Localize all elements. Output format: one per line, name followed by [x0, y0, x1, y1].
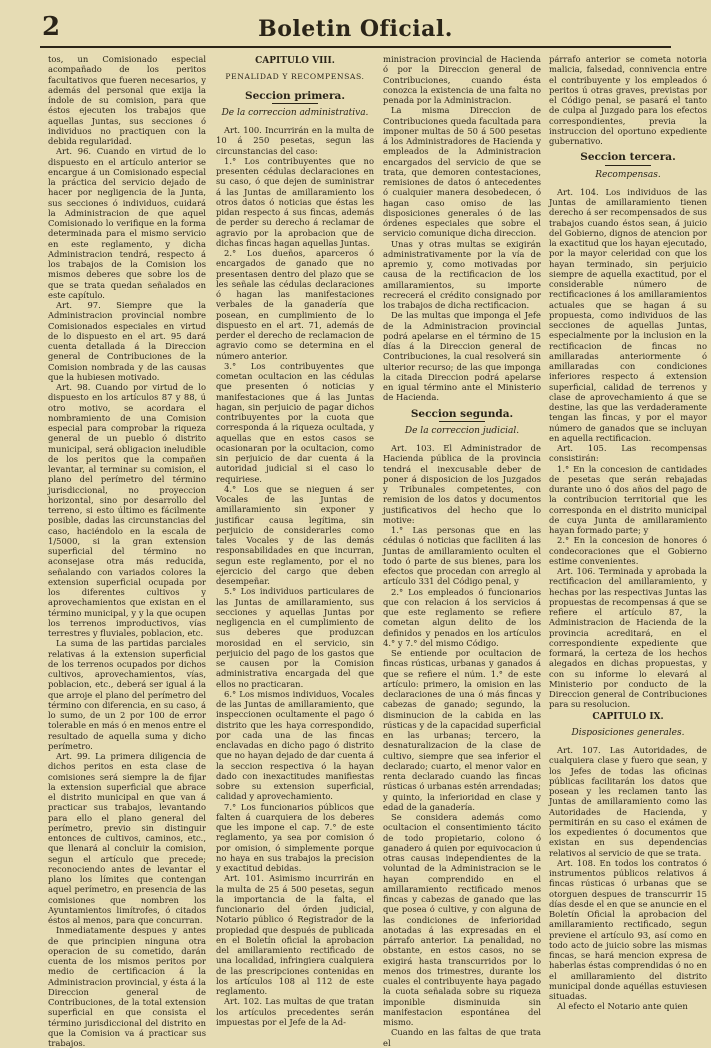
paragraph: Art. 104. Los individuos de las Juntas de amillaramiento tienen derecho á ser recompensados de sus trabajos cuando éstos sean, á juicio del Gobierno, dignos de atencion por la exactitud que los hayan ejecutado, por la mayor celeridad con que los hayan terminado, sin perjuicio siempre de aquella exactitud, por el considerable número de rectificaciones á los amillaramientos actuales que se hagan á su propuesta, como individuos de las secciones de aquellas Juntas, especialmente por la inclusion en la rectificacion de fincas no amillaradas anteriormente ó amillaradas con condiciones inferiores respecto á extension superficial, calidad de terrenos y clase de aprovechamiento á que se destine, las que las verdaderamente tengan las fincas, y por el mayor número de ganados que se incluyan en aquella rectificacion.: [549, 186, 707, 443]
paragraph: Art. 108. En todos los contratos ó instrumentos públicos relativos á fincas rústicas ó urbanas que se otorguen despues de transcurrir 15 días desde el en que se anuncie en el Boletín Oficial la aprobacion del amillaramiento rectificado, segun previene el artículo 93, así como en todo acto de juicio sobre las mismas fincas, se hará mencion expresa de haberlas éstas comprendidas ó no en el amillaramiento del distrito municipal donde aquéllas estuviesen situadas.: [549, 857, 707, 1001]
paragraph: Art. 107. Las Autoridades, de cualquiera clase y fuero que sean, y los Jefes de todas las oficinas públicas facilitarán los datos que posean y les reclamen tanto las Juntas de amillaramiento como las Autoridades de Hacienda, y permitirán en su caso el exámen de los expedientes ó documentos que existan en sus dependencias relativos al servicio de que se trata.: [549, 745, 707, 858]
section-subtitle: Recompensas.: [595, 169, 661, 180]
paragraph: Art. 102. Las multas de que tratan los artículos precedentes serán impuestas por el Jefe de la Ad-: [216, 996, 374, 1027]
section-heading: Seccion primera.: [245, 89, 345, 102]
paragraph: 2.° Los empleados ó funcionarios que con relacion á los servicios á que este reglamento se refiere cometan algun delito de los definidos y penados en los artículos 4.° y 7.° del mismo Código.: [383, 586, 541, 648]
paragraph: 2.° Los dueños, aparceros ó encargados de ganado que no presentasen dentro del plazo que se les señale las cédulas declaraciones ó hagan las manifestaciones verbales de la ganadería que posean, en cumplimiento de lo dispuesto en el art. 71, además de perder el derecho de reclamacion de agravio como se determina en el número anterior.: [216, 248, 374, 361]
paragraph: Art. 97. Siempre que la Administracion provincial nombre Comisionados especiales en virtud de lo dispuesto en el art. 95 dará cuenta detallada á la Direccion general de Contribuciones de la Comision nombrada y de las causas que la hubiesen motivado.: [48, 300, 206, 382]
chapter-subtitle: PENALIDAD Y RECOMPENSAS.: [225, 72, 365, 82]
text-column-1: [48, 54, 206, 1048]
page-number: 2: [42, 12, 61, 42]
paragraph: Art. 99. La primera diligencia de dichos peritos en esta clase de comisiones será siempre la de fijar la extension superficial que abrace el distrito municipal en que van á practicar sus trabajos, levantando para ello el plano general del perímetro, previo sin distinguir entonces de cultivos, caminos, etc., que llenará al concluir la comision, segun el artículo que precede; reconociendo antes de levantar el plano los límites que contengan aquel perímetro, en presencia de las comisiones que nombren los Ayuntamientos limítrofes, ó citados éstos al menos, para que concurran.: [48, 751, 206, 925]
paragraph: 6.° Los mismos individuos, Vocales de las Juntas de amillaramiento, que inspeccionen ocultamente el pago ó distrito que les haya correspondido, por cada una de las fincas enclavadas en dicho pago ó distrito que no hayan dejado de dar cuenta á la seccion respectiva ó la hayan dado con inexactitudes manifiestas sobre su extension superficial, calidad y aprovechamiento.: [216, 688, 374, 802]
heading-separator: [439, 421, 485, 422]
paragraph: Art. 103. El Administrador de Hacienda pública de la provincia tendrá el inexcusable deber de poner á disposicion de los Juzgados y Tribunales competentes, con remision de los datos y documentos justificativos del hecho que lo motive:: [383, 443, 541, 525]
paragraph: 5.° Los individuos particulares de las Juntas de amillaramiento, sus secciones y aquellas Juntas por negligencia en el cumplimiento de sus deberes que produzcan morosidad en el servicio, sin perjuicio del pago de los gastos que se causen por la Comision administrativa encargada del que ellos no practicaran.: [216, 586, 374, 689]
heading-separator: [605, 165, 651, 166]
paragraph: Se considera además como ocultacion el consentimiento tácito de todo propietario, colono ó ganadero á quien por equivocacion ú otras causas independientes de la voluntad de la Administracion se le hayan comprendido en el amillaramiento rectificado menos fincas y cabezas de ganado que las que posea ó cultive, y con alguna de las condiciones de inferioridad anotadas á las expresadas en el párrafo anterior. La penalidad, no obstante, en estos casos, no se exigirá hasta transcurridos por lo menos dos trimestres, durante los cuales el contribuyente haya pagado la cuota señalada sobre su riqueza imponible disminuida sin manifestacion espontánea del mismo.: [383, 812, 541, 1027]
heading-separator: [272, 103, 318, 104]
paragraph: 7.° Los funcionarios públicos que falten á cuarquiera de los deberes que les impone el cap. 7.° de este reglamento, ya sea por comision ó por omision, ó simplemente porque no haya en sus trabajos la precision y exactitud debidas.: [216, 801, 374, 873]
text-column-2: [216, 54, 374, 1027]
paragraph: 1.° Los contribuyentes que no presenten cédulas declaraciones en su caso, ó que dejen de suministrar á las Juntas de amillaramiento los otros datos ó noticias que éstas les pidan respecto á sus fincas, además de perder su derecho á reclamar de agravio por la aprobacion que de dichas fincas hagan aquellas Juntas.: [216, 155, 374, 248]
chapter-heading: CAPITULO VIII.: [255, 56, 335, 66]
paragraph: Art. 100. Incurrirán en la multa de 10 á 250 pesetas, segun las circunstancias del caso:: [216, 125, 374, 156]
paragraph: Inmediatamente despues y antes de que principien ninguna otra operacion de su cometido, darán cuenta de los mismos peritos por medio de certificacion á la Administracion provincial, y ésta á la Direccion general de Contribuciones, de la total extension superficial en que consista el término jurisdiccional del distrito en que la Comision va á practicar sus trabajos.: [48, 925, 206, 1048]
paragraph: Art. 98. Cuando por virtud de lo dispuesto en los artículos 87 y 88, ú otro motivo, se acordara el nombramiento de una Comision especial para comprobar la riqueza general de un pueblo ó distrito municipal, será obligacion ineludible de los peritos que la compañen levantar, al terminar su comision, el plano del perímetro del término jurisdiccional, no proyeccion horizontal, sino por desarrollo del terreno, si esto último es fácilmente posible, dadas las circunstancias del caso, haciéndolo en la escala de 1/5000, si la gran extension superficial del término no aconsejase otra más reducida, señalando con variados colores la extension superficial ocupada por los diferentes cultivos y aprovechamientos que existan en el término municipal, y y la que ocupen los terrenos improductivos, vías terrestres y fluviales, poblacion, etc.: [48, 382, 206, 638]
paragraph: La misma Direccion de Contribuciones queda facultada para imponer multas de 50 á 500 pesetas á los Administradores de Hacienda y empleados de la Administracion encargados del servicio de que se trata, que demoren contestaciones, remisiones de datos ó antecedentes ó cualquier manera desobedecen, ó hagan caso omiso de las disposiciones generales ó de las órdenes especiales que sobre el servicio comunique dicha direccion.: [383, 105, 541, 239]
paragraph-continued: ministracion provincial de Hacienda ó por la Direccion general de Contribuciones, cuando ésta conozca la existencia de una falta no penada por la Administracion.: [383, 54, 541, 105]
paragraph: Art. 96. Cuando en virtud de lo dispuesto en el artículo anterior se encargue á un Comisionado especial la práctica del servicio dejado de hacer por negligencia de la Junta, sus secciones ó individuos, cuidará la Administracion de que aquel Comisionado lo verifique en la forma determinada para el mismo servicio en este reglamento, y dicha Administracion tendrá, respecto á los trabajos de la Comision los mismos deberes que sobre los de que se trata quedan señalados en este capítulo.: [48, 146, 206, 300]
section-heading: Seccion tercera.: [580, 151, 676, 164]
paragraph: De las multas que imponga el Jefe de la Administracion provincial podrá apelarse en el término de 15 días á la Direccion general de Contribuciones, la cual resolverá sin ulterior recurso; de las que imponga la citada Direccion podrá apelarse en igual término ante el Ministerio de Hacienda.: [383, 310, 541, 403]
paragraph: 1.° En la concesion de cantidades de pesetas que serán rebajadas durante uno ó dos años del pago de la contribucion territorial que les corresponda en el distrito municipal de cuya Junta de amillaramiento hayan formado parte; y: [549, 463, 707, 535]
text-column-3: [383, 54, 541, 1048]
chapter-heading: CAPITULO IX.: [592, 711, 664, 722]
paragraph: 3.° Los contribuyentes que cometan ocultacion en las cédulas que presenten ó noticias y manifestaciones que á las Juntas hagan, sin perjuicio de pagar dichos contribuyentes por la cuota que corresponda á la riqueza ocultada, y aquellas que en estos casos se ocasionaran por la ocultacion, como sin perjuicio de dar cuenta á la autoridad judicial si el caso lo requiriese.: [216, 360, 374, 484]
section-subtitle: De la correccion judicial.: [404, 425, 520, 436]
paragraph-continued: párrafo anterior se cometa notoria malicia, falsedad, connivencia entre el contribuyente y los empleados ó peritos ú otras graves, previstas por el Código penal, se pasará el tanto de culpa al Juzgado para los efectos correspondientes, previa la instruccion del oportuno expediente gubernativo.: [549, 54, 707, 146]
paragraph: Unas y otras multas se exigirán administrativamente por la vía de apremio y, como motivadas por causa de la rectificacion de los amillaramientos, su importe recrecerá el crédito consignado por los trabajos de dicha rectificacion.: [383, 238, 541, 310]
paragraph: Al efecto el Notario ante quien: [557, 1001, 688, 1012]
text-column-4: [549, 54, 707, 1018]
paragraph: Art. 101. Asimismo incurrirán en la multa de 25 á 500 pesetas, segun la importancia de la falta, el funcionario del órden judicial, Notario público ó Registrador de la propiedad que después de publicada en el Boletín oficial la aprobacion del amillaramiento rectificado de una localidad, infringiera cualquiera de las prescripciones contenidas en los artículos 108 al 112 de este reglamento.: [216, 873, 374, 996]
paragraph: Art. 105. Las recompensas consistirán:: [549, 443, 707, 464]
paragraph-continued: tos, un Comisionado especial acompañado de los peritos facultativos que fueren necesarios, y además del personal que exija la índole de su comision, para que éstos ejecuten los trabajos que aquellas Juntas, sus secciones ó individuos no practiquen con la debida regularidad.: [48, 54, 206, 146]
section-subtitle: Disposiciones generales.: [571, 727, 685, 738]
page-header: [40, 10, 671, 46]
section-subtitle: De la correccion administrativa.: [221, 107, 369, 118]
paragraph: Se entiende por ocultacion de fincas rústicas, urbanas y ganados á que se refiere el núm. 1.° de este artículo: primero, la omision en las declaraciones de una ó más fincas y cabezas de ganado; segundo, la disminucion de la cabida en las rústicas y de la capacidad superficial en las urbanas; tercero, la desnaturalizacion de la clase de cultivo, siempre que sea inferior el declarado; cuarto, el menor valor en renta declarado cuando las fincas rústicas ó urbanas estén arrendadas; y quinto, la inferioridad en clase y edad de la ganadería.: [383, 648, 541, 812]
paragraph: Art. 106. Terminada y aprobada la rectificacion del amillaramiento, y hechas por las respectivas Juntas las propuestas de recompensas á que se refiere el artículo 87, la Administracion de Hacienda de la provincia acreditará, en el correspondiente expediente que formará, la certeza de los hechos alegados en dichas propuestas, y con su informe lo elevará al Ministerio por conducto de la Direccion general de Contribuciones para su resolucion.: [549, 566, 707, 710]
paragraph: 2.° En la concesion de honores ó condecoraciones que el Gobierno estime convenientes.: [549, 535, 707, 566]
paragraph: Cuando en las faltas de que trata el: [383, 1027, 541, 1048]
paragraph: 1.° Las personas que en las cédulas ó noticias que faciliten á las Juntas de amillaramiento oculten el todo ó parte de sus bienes, para los efectos que procedan con arreglo al artículo 331 del Código penal, y: [383, 525, 541, 587]
publication-title: Boletin Oficial.: [258, 16, 453, 42]
section-heading: Seccion segunda.: [410, 407, 514, 420]
header-rule: [40, 46, 671, 48]
paragraph: La suma de las partidas parciales relativas á la extension superficial de los terrenos ocupados por dichos cultivos, aprovechamientos, vías, poblacion, etc., deberá ser igual á la que arroje el plano del perímetro del término con diferencia, en su caso, á lo sumo, de un 2 por 100 de error tolerable en más ó en menos entre el resultado de aquella suma y dicho perímetro.: [48, 638, 206, 751]
paragraph: 4.° Los que se nieguen á ser Vocales de las Juntas de amillaramiento sin exponer y justificar causa legítima, sin perjuicio de considerarles como tales Vocales y de las demás responsabilidades en que incurran, segun este reglamento, por el no ejercicio del cargo que deben desempeñar.: [216, 483, 374, 586]
